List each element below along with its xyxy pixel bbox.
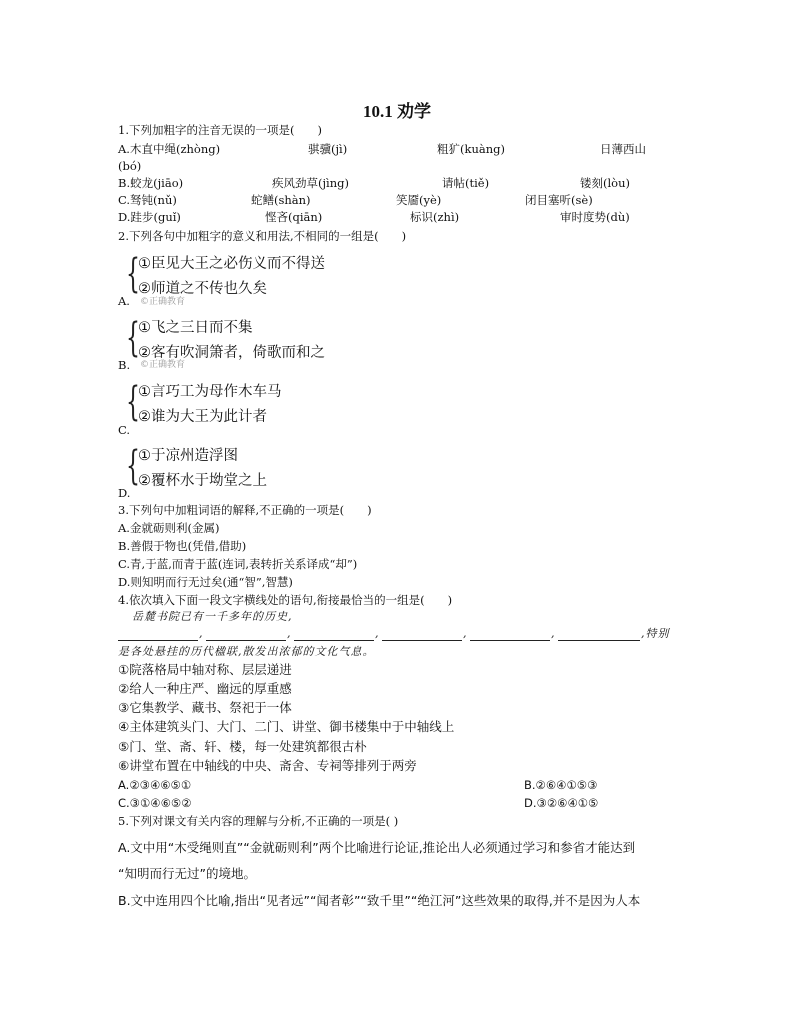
- q1-option-d-3: 标识(zhì): [410, 210, 460, 224]
- q4-option-c: C.③①④⑥⑤②: [118, 796, 192, 810]
- q2-b-watermark: ©正确教育: [140, 360, 186, 370]
- q4-blank-1[interactable]: [118, 628, 198, 641]
- q2-a-line-1: ①臣见大王之必伤义而不得送: [138, 256, 325, 272]
- q2-a-line-2: ②师道之不传也久矣: [138, 281, 267, 297]
- q4-item-6: ⑥讲堂布置在中轴线的中央、斋舍、专祠等排列于两旁: [118, 758, 417, 773]
- q3-option-c: C.青,于蓝,而青于蓝(连词,表转折关系译成“却”): [118, 557, 358, 571]
- q4-separator: ,: [463, 627, 468, 640]
- q4-stem: 4.依次填入下面一段文字横线处的语句,衔接最恰当的一组是( ): [118, 593, 453, 607]
- q4-separator: ,: [551, 627, 556, 640]
- q4-option-a: A.②③④⑥⑤①: [118, 778, 192, 792]
- q2-b-label: B.: [118, 358, 131, 372]
- q3-option-a: A.金就砺则利(金属): [118, 521, 220, 535]
- q4-item-3: ③它集教学、藏书、祭祀于一体: [118, 700, 292, 715]
- q2-c-brace: {: [126, 379, 140, 425]
- q3-option-b: B.善假于物也(凭借,借助): [118, 539, 247, 553]
- page-title: 10.1 劝学: [363, 102, 431, 121]
- q5-option-a-line-2: “知明而行无过”的境地。: [118, 866, 256, 881]
- q4-blank-6[interactable]: [558, 628, 640, 641]
- q1-option-c-4: 闭目塞听(sè): [525, 193, 593, 207]
- q1-option-a-5: (bó): [118, 159, 142, 173]
- q2-a-brace: {: [126, 251, 140, 297]
- q4-option-b: B.②⑥④①⑤③: [524, 778, 598, 792]
- q4-item-5: ⑤门、堂、斋、轩、楼，每一处建筑都很古朴: [118, 739, 367, 754]
- q1-option-d-4: 审时度势(dù): [560, 210, 630, 224]
- q2-stem: 2.下列各句中加粗字的意义和用法,不相同的一组是( ): [118, 229, 407, 243]
- q2-d-line-2: ②覆杯水于坳堂之上: [138, 473, 267, 489]
- q4-passage-tail: ,特别: [641, 627, 670, 640]
- q1-option-b-4: 镂刻(lòu): [580, 176, 630, 190]
- q2-a-watermark: ©正确教育: [140, 297, 186, 307]
- q2-c-line-2: ②谁为大王为此计者: [138, 409, 267, 425]
- q2-b-brace: {: [126, 315, 140, 361]
- q1-stem: 1.下列加粗字的注音无误的一项是( ): [118, 123, 322, 137]
- q3-stem: 3.下列句中加粗词语的解释,不正确的一项是( ): [118, 503, 372, 517]
- q1-option-c-2: 蛇鳝(shàn): [251, 193, 311, 207]
- q2-a-label: A.: [118, 294, 130, 308]
- q1-option-d-2: 悭吝(qiān): [265, 210, 323, 224]
- q4-item-1: ①院落格局中轴对称、层层递进: [118, 662, 292, 677]
- q4-item-4: ④主体建筑头门、大门、二门、讲堂、御书楼集中于中轴线上: [118, 719, 455, 734]
- q4-blank-3[interactable]: [294, 628, 374, 641]
- q1-option-a-1: A.木直中绳(zhòng): [118, 142, 221, 156]
- q5-option-b-line-1: B.文中连用四个比喻,指出“见者远”“闻者彰”“致千里”“绝江河”这些效果的取得,并不是因为人本: [118, 893, 641, 908]
- q5-stem: 5.下列对课文有关内容的理解与分析,不正确的一项是( ): [118, 814, 399, 828]
- q1-option-a-4: 日薄西山: [600, 142, 646, 156]
- q3-option-d: D.则知明而行无过矣(通“智”,智慧): [118, 575, 293, 589]
- q1-option-d-1: D.跬步(guǐ): [118, 210, 181, 224]
- q1-option-b-3: 请帖(tiě): [442, 176, 490, 190]
- q1-option-c-3: 笑靥(yè): [396, 193, 442, 207]
- q2-b-line-2: ②客有吹洞箫者，倚歌而和之: [138, 345, 325, 361]
- q4-blank-2[interactable]: [206, 628, 286, 641]
- q1-option-b-1: B.蛟龙(jiāo): [118, 176, 184, 190]
- q2-b-line-1: ①飞之三日而不集: [138, 320, 253, 336]
- q4-blank-5[interactable]: [470, 628, 550, 641]
- q2-d-line-1: ①于凉州造浮图: [138, 448, 238, 464]
- q1-option-a-3: 粗犷(kuàng): [437, 142, 505, 156]
- q4-option-d: D.③②⑥④①⑤: [524, 796, 599, 810]
- q4-passage-line-3: 是各处悬挂的历代楹联,散发出浓郁的文化气息。: [118, 645, 375, 658]
- q1-option-c-1: C.驽钝(nǔ): [118, 193, 177, 207]
- q4-passage-line-1: 岳麓书院已有一千多年的历史,: [132, 610, 293, 623]
- q4-separator: ,: [287, 627, 292, 640]
- q5-option-a-line-1: A.文中用“木受绳则直”“金就砺则利”两个比喻进行论证,推论出人必须通过学习和参省才能达到: [118, 840, 636, 855]
- q2-d-brace: {: [126, 443, 140, 489]
- q1-option-a-2: 骐骥(jì): [308, 142, 348, 156]
- q1-option-b-2: 疾风劲草(jìng): [272, 176, 349, 190]
- q4-separator: ,: [375, 627, 380, 640]
- q4-item-2: ②给人一种庄严、幽远的厚重感: [118, 681, 292, 696]
- q4-separator: ,: [199, 627, 204, 640]
- q2-d-label: D.: [118, 486, 131, 500]
- q2-c-line-1: ①言巧工为母作木车马: [138, 384, 282, 400]
- q2-c-label: C.: [118, 423, 131, 437]
- q4-blank-4[interactable]: [382, 628, 462, 641]
